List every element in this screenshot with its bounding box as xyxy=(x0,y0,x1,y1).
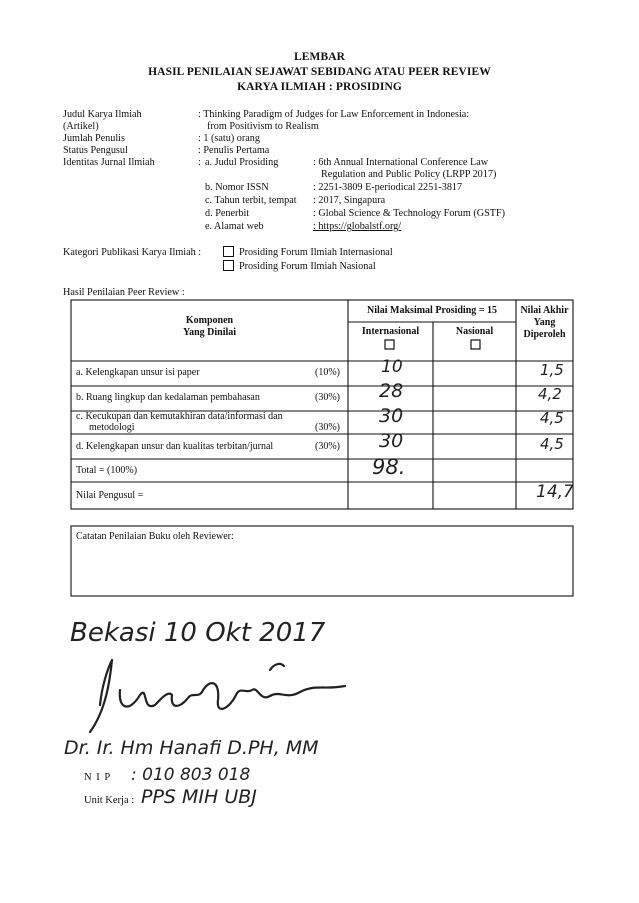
kategori-option-1-label: Prosiding Forum Ilmiah Internasional xyxy=(239,247,393,258)
col-max: Nilai Maksimal Prosiding = 15 xyxy=(367,305,497,316)
row-c-label: c. Kecukupan dan kemutakhiran data/informasi dan xyxy=(76,411,283,422)
row-c-pct: (30%) xyxy=(315,422,340,433)
pengusul-final-score: 14,7 xyxy=(536,482,574,502)
col-akhir-1: Nilai Akhir xyxy=(520,305,569,316)
issn-value: : 2251-3809 E-periodical 2251-3817 xyxy=(313,182,463,193)
total-intl-score: 98. xyxy=(372,455,406,479)
col-komponen-1: Komponen xyxy=(185,315,234,326)
total-label: Total = (100%) xyxy=(76,465,138,476)
judul-value-2: from Positivism to Realism xyxy=(207,121,319,132)
checkbox-icon[interactable] xyxy=(223,246,234,257)
row-d-intl-score: 30 xyxy=(379,430,404,452)
journal-title-value-2: Regulation and Public Policy (LRPP 2017) xyxy=(321,169,497,180)
status-label: Status Pengusul xyxy=(63,145,128,156)
tahun-value: : 2017, Singapura xyxy=(313,195,386,206)
row-d-pct: (30%) xyxy=(315,441,340,452)
status-value: : Penulis Pertama xyxy=(198,145,270,156)
tahun-label: c. Tahun terbit, tempat xyxy=(205,195,297,206)
row-c-label-2: metodologi xyxy=(89,422,135,433)
nip-label: N I P xyxy=(84,772,112,783)
col-nasional: Nasional xyxy=(455,326,494,337)
jumlah-label: Jumlah Penulis xyxy=(63,133,125,144)
col-akhir-2: Yang xyxy=(533,317,556,328)
issn-label: b. Nomor ISSN xyxy=(205,182,269,193)
row-a-label: a. Kelengkapan unsur isi paper xyxy=(76,367,200,378)
sheet-title-line3: KARYA ILMIAH : PROSIDING xyxy=(237,81,402,93)
row-b-label: b. Ruang lingkup dan kedalaman pembahasan xyxy=(76,392,260,403)
web-label: e. Alamat web xyxy=(205,221,264,232)
row-b-intl-score: 28 xyxy=(379,380,404,402)
row-b-pct: (30%) xyxy=(315,392,340,403)
judul-value-1: : Thinking Paradigm of Judges for Law Enforcement in Indonesia: xyxy=(198,109,470,120)
row-d-final-score: 4,5 xyxy=(540,435,564,453)
row-a-final-score: 1,5 xyxy=(540,361,564,379)
col-akhir-3: Diperoleh xyxy=(523,329,566,340)
nip-value: : 010 803 018 xyxy=(131,765,251,785)
row-b-final-score: 4,2 xyxy=(538,385,562,403)
signature-scribble xyxy=(60,650,360,740)
journal-title-label: a. Judul Prosiding xyxy=(205,157,279,168)
judul-label: Judul Karya Ilmiah xyxy=(63,109,142,120)
sheet-title-line1: LEMBAR xyxy=(293,51,346,63)
penerbit-value: : Global Science & Technology Forum (GSTF) xyxy=(313,208,506,219)
identitas-colon: : xyxy=(198,157,201,168)
unit-value: PPS MIH UBJ xyxy=(141,786,257,808)
unit-label: Unit Kerja : xyxy=(84,795,135,806)
row-a-pct: (10%) xyxy=(315,367,340,378)
journal-title-value-1: : 6th Annual International Conference Law xyxy=(313,157,489,168)
web-value[interactable]: : https://globalstf.org/ xyxy=(313,221,402,232)
jumlah-value: : 1 (satu) orang xyxy=(198,133,260,144)
catatan-label: Catatan Penilaian Buku oleh Reviewer: xyxy=(76,531,234,542)
kategori-label: Kategori Publikasi Karya Ilmiah : xyxy=(63,247,202,258)
kategori-option-2[interactable] xyxy=(223,261,376,273)
artikel-label: (Artikel) xyxy=(63,121,99,132)
sheet-title-line2: HASIL PENILAIAN SEJAWAT SEBIDANG ATAU PEER REVIEW xyxy=(148,66,491,78)
pengusul-label: Nilai Pengusul = xyxy=(76,490,144,501)
row-d-label: d. Kelengkapan unsur dan kualitas terbitan/jurnal xyxy=(76,441,274,452)
row-a-intl-score: 10 xyxy=(381,357,403,377)
row-c-intl-score: 30 xyxy=(379,405,404,427)
kategori-option-2-label: Prosiding Forum Ilmiah Nasional xyxy=(239,261,376,272)
checkbox-icon[interactable] xyxy=(223,260,234,271)
identitas-label: Identitas Jurnal Ilmiah xyxy=(63,157,155,168)
kategori-option-1[interactable] xyxy=(223,247,393,259)
penerbit-label: d. Penerbit xyxy=(205,208,250,219)
col-internasional: Internasional xyxy=(361,326,420,337)
signer-name: Dr. Ir. Hm Hanafi D.PH, MM xyxy=(64,737,319,759)
place-date: Bekasi 10 Okt 2017 xyxy=(70,618,326,648)
review-title: Hasil Penilaian Peer Review : xyxy=(63,287,185,298)
row-c-final-score: 4,5 xyxy=(540,409,564,427)
col-komponen-2: Yang Dinilai xyxy=(182,327,237,338)
